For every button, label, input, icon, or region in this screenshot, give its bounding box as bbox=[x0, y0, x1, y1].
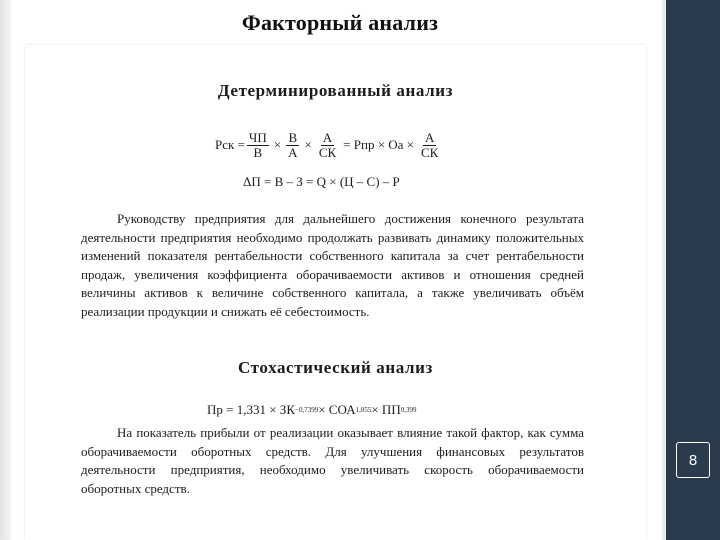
formula-return-on-equity bbox=[215, 131, 442, 159]
paragraph-stochastic: На показатель прибыли от реализации оказывает влияние такой фактор, как сумма оборачиваемости оборотных средств. Для улучшения финансовых результатов деятельности предприятия, необходимо увеличивать скорость оборачиваемости оборотных средств. bbox=[81, 425, 584, 496]
fraction-denominator: СК bbox=[421, 144, 439, 160]
scanned-document bbox=[25, 45, 646, 540]
formula3-exponent: 1,055 bbox=[355, 406, 372, 414]
formula-sales-profit bbox=[207, 402, 416, 418]
fraction-assets-equity-2 bbox=[419, 131, 440, 159]
left-border bbox=[0, 0, 11, 540]
formula3-part: Пр = 1,331 × ЗК bbox=[207, 402, 295, 417]
fraction-numerator: В bbox=[288, 130, 298, 145]
fraction-revenue-assets bbox=[286, 131, 299, 159]
fraction-numerator: ЧП bbox=[248, 130, 267, 145]
fraction-denominator: СК bbox=[318, 144, 337, 160]
formula1-lhs: Рск = bbox=[215, 137, 245, 153]
formula-profit-change: ΔП = В – З = Q × (Ц – С) – Р bbox=[243, 174, 400, 189]
fraction-numerator: А bbox=[322, 130, 333, 145]
fraction-net-profit-revenue bbox=[247, 131, 269, 159]
fraction-denominator: А bbox=[288, 144, 298, 160]
heading-deterministic: Детерминированный анализ bbox=[217, 81, 454, 100]
formula1-middle: = Рпр × Оа × bbox=[343, 137, 415, 153]
paragraph-deterministic: Руководству предприятия для дальнейшего достижения конечного результата деятельности предприятия необходимо продолжать развивать динамику положительных изменений показателя рентабельности собственного капитала за счет рентабельности продаж, увеличения коэффициента оборачиваемости активов и отношения средней величины активов к величине собственного капитала, а также увеличивать объём реализации продукции и снижать её себестоимость. bbox=[81, 211, 584, 319]
fraction-assets-equity bbox=[317, 131, 338, 159]
formula3-exponent: −0,7399 bbox=[295, 406, 319, 414]
formula3-part: × СОА bbox=[318, 402, 356, 417]
formula3-exponent: 0,399 bbox=[400, 406, 417, 414]
fraction-numerator: А bbox=[424, 130, 435, 145]
slide-title: Факторный анализ bbox=[241, 10, 439, 35]
fraction-denominator: В bbox=[253, 144, 263, 160]
formula3-part: × ПП bbox=[371, 402, 401, 417]
page-number-badge: 8 bbox=[676, 442, 710, 478]
times-sign: × bbox=[273, 137, 282, 153]
heading-stochastic: Стохастический анализ bbox=[238, 358, 433, 377]
times-sign: × bbox=[304, 137, 312, 153]
